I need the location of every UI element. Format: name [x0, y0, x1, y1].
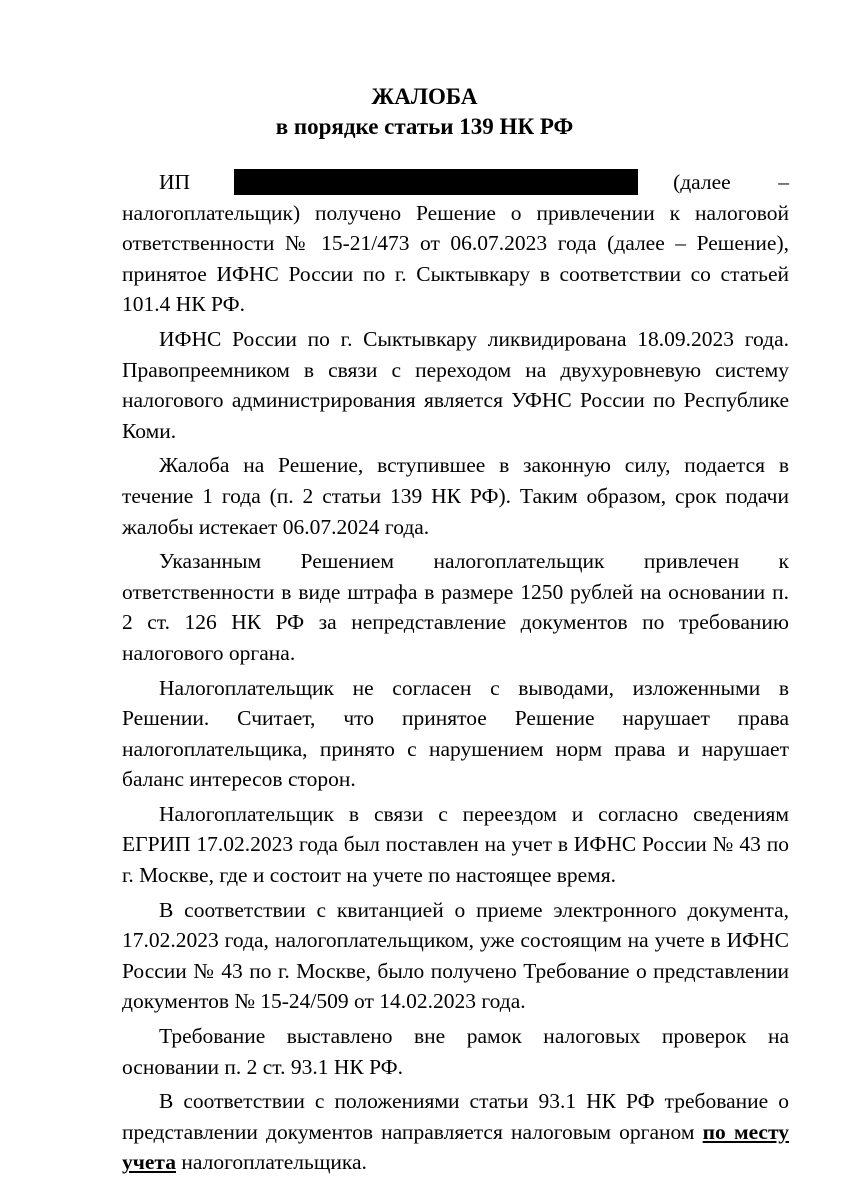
document-body [122, 167, 789, 1178]
emphasis-place-of-registration: по месту учета [122, 1119, 789, 1175]
document-title: ЖАЛОБА [371, 84, 478, 109]
paragraph-requirement: Требование выставлено вне рамок налоговых проверок на основании п. 2 ст. 93.1 НК РФ. [122, 1024, 789, 1079]
intro-tail [673, 167, 789, 198]
paragraph-liquidation: ИФНС России по г. Сыктывкару ликвидирована 18.09.2023 года. Правопреемником в связи с переходом на двухуровневую систему налогового администрирования является УФНС России по Республике Коми. [122, 326, 789, 443]
intro-dash: – [778, 170, 789, 194]
last-after: налогоплательщика. [176, 1150, 367, 1175]
paragraph-disagreement: Налогоплательщик не согласен с выводами, изложенными в Решении. Считает, что принятое Решение нарушает права налогоплательщика, принято с нарушением норм права и нарушает баланс интересов сторон. [122, 675, 789, 792]
paragraph-penalty: Указанным Решением налогоплательщик привлечен к ответственности в виде штрафа в размере 1250 рублей на основании п. 2 ст. 126 НК РФ за непредставление документов по требованию налогового органа. [122, 549, 789, 665]
intro-after-redaction: (далее [673, 170, 731, 194]
ip-prefix: ИП [159, 170, 191, 194]
intro-paragraph: налогоплательщик) получено Решение о привлечении к налоговой ответственности № 15-21/473 от 06.07.2023 года (далее – Решение), принятое ИФНС России по г. Сыктывкару в соответствии со статьей 101.4 НК РФ. [122, 200, 789, 317]
paragraph-receipt: В соответствии с квитанцией о приеме электронного документа, 17.02.2023 года, налогоплательщиком, уже состоящим на учете в ИФНС России № 43 по г. Москве, было получено Требование о представлении документов № 15-24/509 от 14.02.2023 года. [122, 897, 789, 1014]
paragraph-registration-place [122, 1086, 789, 1178]
redacted-name-block [234, 169, 638, 195]
last-before: В соответствии с положениями статьи 93.1 НК РФ требование о представлении документов направляется налоговым органом [122, 1089, 789, 1144]
document-subtitle: в порядке статьи 139 НК РФ [275, 114, 574, 139]
paragraph-deadline: Жалоба на Решение, вступившее в законную силу, подается в течение 1 года (п. 2 статьи 139 НК РФ). Таким образом, срок подачи жалобы истекает 06.07.2024 года. [122, 453, 789, 539]
intro-first-line [122, 167, 789, 198]
paragraph-relocation: Налогоплательщик в связи с переездом и согласно сведениям ЕГРИП 17.02.2023 года был поставлен на учет в ИФНС России № 43 по г. Москве, где и состоит на учете по настоящее время. [122, 801, 789, 888]
